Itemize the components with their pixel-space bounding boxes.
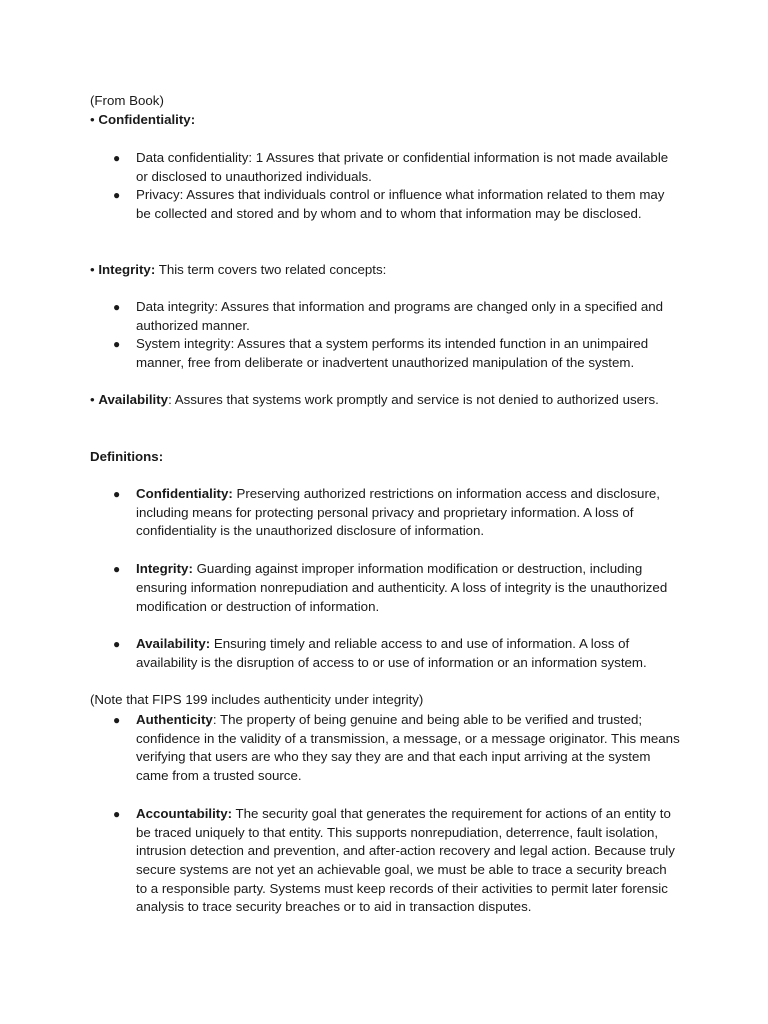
definition-text: : The property of being genuine and being able to be verified and trusted; confidence in the validity of a transmission, a message, or a message originator. This means verifying that users are who they say they are and that each input arriving at the system came from a trusted source. — [136, 712, 680, 784]
header-note: (From Book) — [90, 93, 164, 108]
list-item-text — [136, 485, 681, 541]
list-item-text — [136, 635, 681, 672]
list-item — [90, 149, 690, 186]
bullet-icon: ● — [113, 487, 121, 501]
confidentiality-heading — [90, 111, 680, 130]
list-item — [90, 711, 690, 786]
integrity-term: Integrity: — [98, 262, 156, 277]
definition-term: Availability: — [136, 636, 211, 652]
list-item-text — [136, 560, 681, 616]
fips-note: (Note that FIPS 199 includes authenticity under integrity) — [90, 692, 424, 707]
availability-desc: : Assures that systems work promptly and service is not denied to authorized users. — [168, 392, 659, 407]
extra-definitions-list — [90, 711, 690, 917]
list-item — [90, 560, 690, 616]
bullet-glyph: • — [90, 392, 95, 407]
availability-term: Availability — [98, 392, 169, 407]
definition-text: Guarding against improper information modification or destruction, including ensuring information nonrepudiation and authenticity. A loss of integrity is the unauthorized modification or destruction of information. — [136, 561, 668, 614]
list-item-text: System integrity: Assures that a system performs its intended function in an unimpaired manner, free from deliberate or inadvertent unauthorized manipulation of the system. — [136, 336, 649, 371]
definition-term: Authenticity — [136, 712, 213, 727]
availability-paragraph — [90, 391, 680, 410]
bullet-icon: ● — [113, 188, 121, 203]
list-item — [90, 485, 690, 541]
bullet-icon: ● — [113, 713, 121, 727]
list-item-text: Privacy: Assures that individuals control or influence what information related to them may be collected and stored and by whom and to whom that information may be disclosed. — [136, 187, 665, 222]
definitions-list — [90, 485, 690, 673]
bullet-icon: ● — [113, 337, 121, 352]
bullet-glyph: • — [90, 112, 95, 127]
list-item-text — [136, 805, 681, 917]
definitions-heading-text: Definitions: — [90, 449, 164, 464]
definition-term: Confidentiality: — [136, 486, 233, 501]
integrity-desc: This term covers two related concepts: — [155, 262, 387, 277]
bullet-icon: ● — [113, 806, 121, 821]
list-item-text — [136, 711, 681, 786]
bullet-icon: ● — [113, 151, 121, 165]
list-item — [90, 298, 690, 335]
bullet-icon: ● — [113, 300, 121, 314]
definition-text: Preserving authorized restrictions on information access and disclosure, including means for protecting personal privacy and proprietary information. A loss of confidentiality is the unauthorized disclosure of information. — [136, 486, 660, 539]
definitions-heading — [90, 448, 680, 467]
bullet-glyph: • — [90, 262, 95, 277]
bullet-icon: ● — [113, 637, 121, 652]
list-item — [90, 635, 690, 672]
confidentiality-list — [90, 149, 690, 224]
definition-text: Ensuring timely and reliable access to and use of information. A loss of availability is the disruption of access to or use of information or an information system. — [136, 636, 647, 670]
list-item — [90, 805, 690, 917]
list-item-text: Data confidentiality: 1 Assures that private or confidential information is not made available or disclosed to unauthorized individuals. — [136, 150, 669, 184]
integrity-list — [90, 298, 690, 373]
list-item — [90, 335, 690, 372]
list-item-text: Data integrity: Assures that information and programs are changed only in a specified and authorized manner. — [136, 299, 664, 333]
definition-term: Integrity: — [136, 561, 193, 577]
list-item — [90, 186, 690, 223]
integrity-heading — [90, 261, 680, 280]
bullet-icon: ● — [113, 562, 121, 577]
definition-term: Accountability: — [136, 805, 233, 821]
confidentiality-term: Confidentiality: — [98, 112, 196, 127]
definition-text: The security goal that generates the requirement for actions of an entity to be traced uniquely to that entity. This supports nonrepudiation, deterrence, fault isolation, intrusion detection and prevention, and after-action recovery and legal action. Because truly secure systems are not yet an achievable goal, we must be able to trace a security breach to a responsible party. Systems must keep records of their activities to permit later forensic analysis to trace security breaches or to aid in transaction disputes. — [136, 805, 675, 915]
